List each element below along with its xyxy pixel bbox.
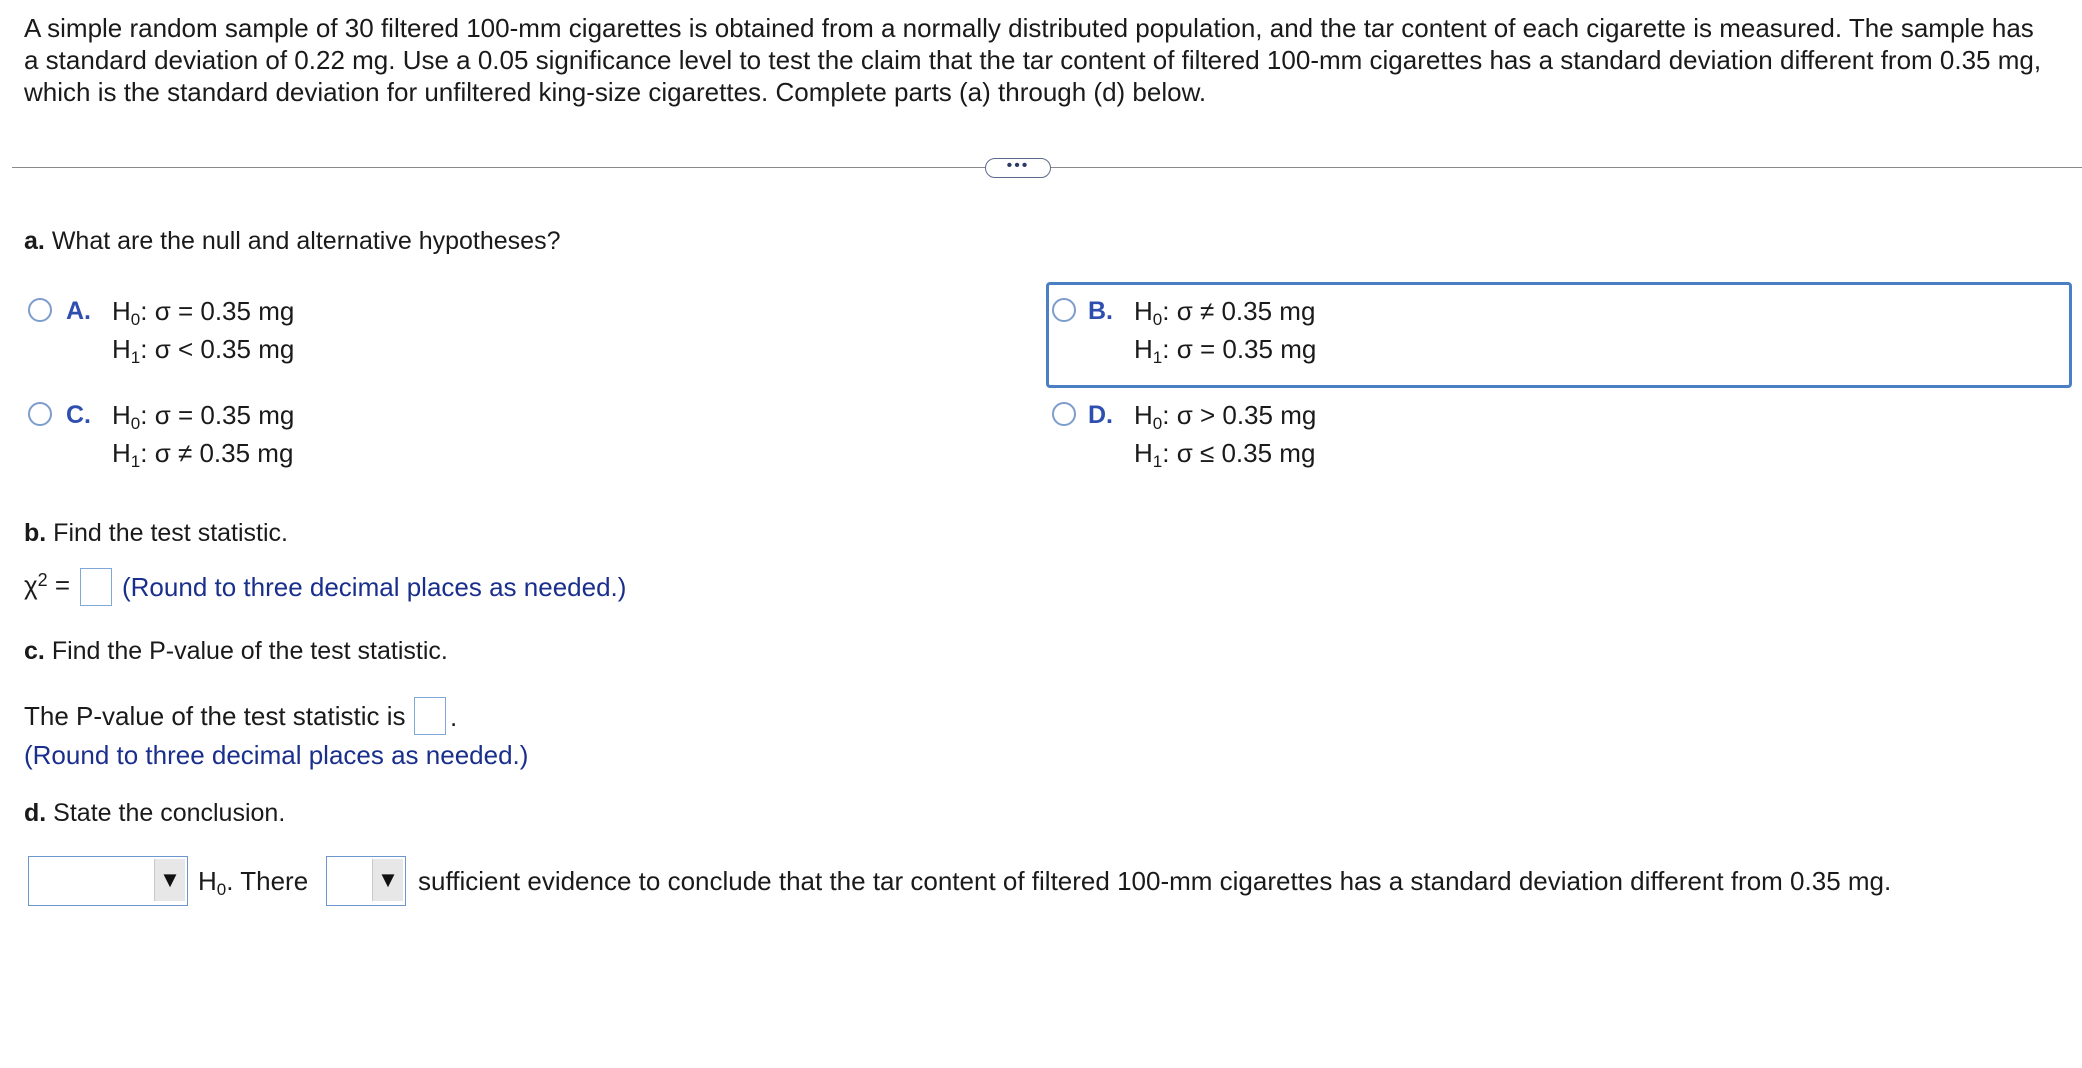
- option-d-null-hypothesis: $H_0$: σ > 0.35 mg: [1134, 400, 1317, 433]
- part-d-heading: [24, 798, 285, 828]
- option-c[interactable]: [26, 400, 1026, 480]
- option-c-alt-hypothesis: $H_1$: σ ≠ 0.35 mg: [112, 438, 294, 471]
- p-value-statement: The P-value of the test statistic is: [24, 701, 406, 731]
- option-b-alt-hypothesis: $H_1$: σ = 0.35 mg: [1134, 334, 1317, 367]
- option-a[interactable]: [26, 296, 1026, 376]
- part-c-heading: [24, 636, 448, 666]
- option-a-null-hypothesis: $H_0$: σ = 0.35 mg: [112, 296, 295, 329]
- h0-there-text: $H_0$. There: [198, 866, 309, 899]
- option-c-null-hypothesis: $H_0$: σ = 0.35 mg: [112, 400, 295, 433]
- option-b-null-hypothesis: $H_0$: σ ≠ 0.35 mg: [1134, 296, 1316, 329]
- option-a-alt-hypothesis: $H_1$: σ < 0.35 mg: [112, 334, 295, 367]
- part-c-round-hint: (Round to three decimal places as needed.): [24, 740, 529, 770]
- part-d-label: d.: [24, 799, 47, 827]
- part-b-round-hint: (Round to three decimal places as needed.): [122, 572, 627, 602]
- chi-square-label: $\chi^2$ =: [24, 570, 71, 600]
- option-c-letter: C.: [66, 401, 91, 429]
- reject-decision-dropdown[interactable]: [28, 856, 188, 906]
- conclusion-text: sufficient evidence to conclude that the tar content of filtered 100-mm cigarettes has a standard deviation different from 0.35 mg.: [418, 866, 1892, 896]
- evidence-dropdown[interactable]: [326, 856, 406, 906]
- problem-statement: A simple random sample of 30 filtered 100-mm cigarettes is obtained from a normally distributed population, and the tar content of each cigarette is measured. The sample has a standard deviation of 0.22 mg. Use a 0.05 significance level to test the claim that the tar content of filtered 100-mm cigarettes has a standard deviation different from 0.35 mg, which is the standard deviation for unfiltered king-size cigarettes. Complete parts (a) through (d) below.: [24, 13, 2042, 107]
- option-a-letter: A.: [66, 297, 91, 325]
- option-b-radio[interactable]: [1052, 298, 1076, 322]
- option-a-radio[interactable]: [28, 298, 52, 322]
- part-a-question: What are the null and alternative hypotheses?: [51, 227, 561, 255]
- option-d-letter: D.: [1088, 401, 1113, 429]
- part-a-heading: [24, 226, 560, 256]
- part-c-label: c.: [24, 637, 45, 665]
- option-b-letter: B.: [1088, 297, 1113, 325]
- chevron-down-icon[interactable]: ▼: [154, 859, 185, 901]
- p-value-input[interactable]: [414, 697, 446, 735]
- part-d-question: State the conclusion.: [53, 799, 286, 827]
- option-d[interactable]: [1050, 400, 2050, 480]
- p-value-period: .: [450, 702, 458, 732]
- part-b-heading: [24, 518, 288, 548]
- expand-more-button[interactable]: •••: [985, 158, 1051, 178]
- part-c-question: Find the P-value of the test statistic.: [51, 637, 448, 665]
- option-b[interactable]: [1050, 296, 2050, 376]
- part-b-label: b.: [24, 519, 47, 547]
- test-statistic-input[interactable]: [80, 568, 112, 606]
- option-d-radio[interactable]: [1052, 402, 1076, 426]
- option-d-alt-hypothesis: $H_1$: σ ≤ 0.35 mg: [1134, 438, 1316, 471]
- part-a-label: a.: [24, 227, 45, 255]
- option-c-radio[interactable]: [28, 402, 52, 426]
- chevron-down-icon[interactable]: ▼: [372, 859, 403, 901]
- part-b-question: Find the test statistic.: [53, 519, 288, 547]
